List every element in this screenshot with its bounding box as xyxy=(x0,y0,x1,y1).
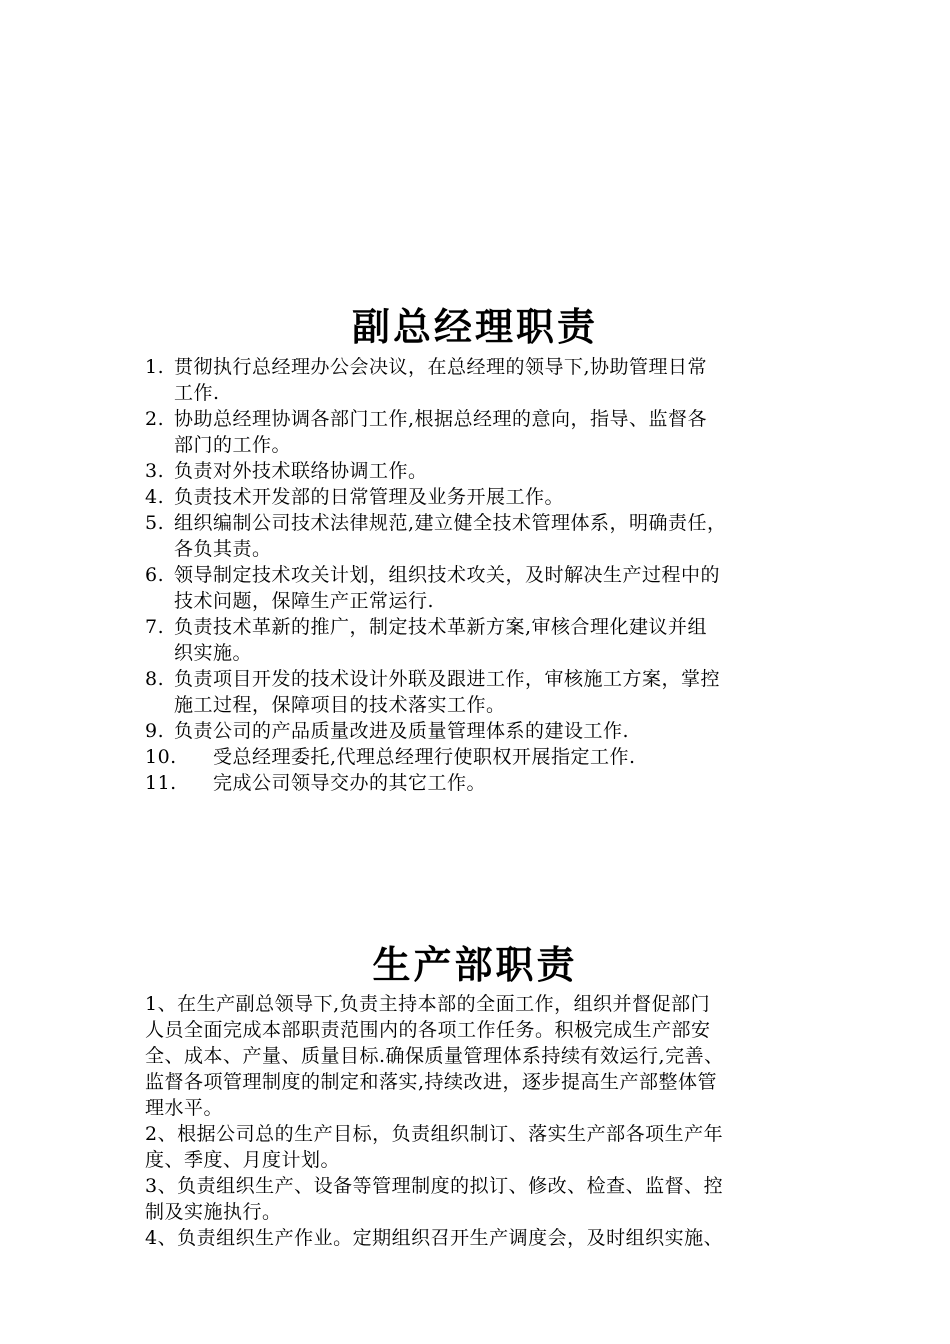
item-number: 10. xyxy=(145,746,177,768)
paragraph-line: 度、季度、月度计划。 xyxy=(145,1149,341,1171)
list-item xyxy=(145,718,825,744)
section-title-deputy-gm: 副总经理职责 xyxy=(351,304,598,349)
item-text: 负责公司的产品质量改进及质量管理体系的建设工作. xyxy=(174,720,630,742)
item-text: 负责技术开发部的日常管理及业务开展工作。 xyxy=(174,486,565,508)
list-item xyxy=(145,614,825,666)
item-number: 8. xyxy=(145,668,165,690)
item-number: 1. xyxy=(145,356,165,378)
item-number: 6. xyxy=(145,564,165,586)
item-text: 负责对外技术联络协调工作。 xyxy=(174,460,428,482)
paragraph-line: 4、负责组织生产作业。定期组织召开生产调度会，及时组织实施、 xyxy=(145,1227,724,1249)
list-item xyxy=(145,484,825,510)
item-text: 完成公司领导交办的其它工作。 xyxy=(213,772,487,794)
paragraph-line: 3、负责组织生产、设备等管理制度的拟订、修改、检查、监督、控 xyxy=(145,1175,724,1197)
list-item xyxy=(145,354,825,406)
item-number: 11. xyxy=(145,772,177,794)
paragraph-line: 制及实施执行。 xyxy=(145,1201,282,1223)
item-text-continuation: 各负其责。 xyxy=(174,538,272,560)
item-text: 受总经理委托,代理总经理行使职权开展指定工作. xyxy=(213,746,636,768)
item-text: 负责技术革新的推广，制定技术革新方案,审核合理化建议并组 xyxy=(174,616,708,638)
item-text-continuation: 施工过程，保障项目的技术落实工作。 xyxy=(174,694,506,716)
item-text-continuation: 织实施。 xyxy=(174,642,253,664)
deputy-gm-duties-list xyxy=(145,354,825,796)
list-item xyxy=(145,562,825,614)
paragraph-line: 人员全面完成本部职责范围内的各项工作任务。积极完成生产部安 xyxy=(145,1019,711,1041)
section-title-production-dept: 生产部职责 xyxy=(372,942,578,987)
item-text-continuation: 工作. xyxy=(174,382,220,404)
item-text-continuation: 部门的工作。 xyxy=(174,434,292,456)
list-item xyxy=(145,666,825,718)
paragraph-line: 理水平。 xyxy=(145,1097,224,1119)
item-number: 4. xyxy=(145,486,165,508)
production-dept-duties xyxy=(145,991,825,1251)
item-text-continuation: 技术问题，保障生产正常运行. xyxy=(174,590,435,612)
list-item xyxy=(145,510,825,562)
list-item xyxy=(145,770,825,796)
item-text: 负责项目开发的技术设计外联及跟进工作，审核施工方案，掌控 xyxy=(174,668,721,690)
list-item xyxy=(145,458,825,484)
paragraph-line: 全、成本、产量、质量目标.确保质量管理体系持续有效运行,完善、 xyxy=(145,1045,724,1067)
paragraph-line: 监督各项管理制度的制定和落实,持续改进，逐步提高生产部整体管 xyxy=(145,1071,718,1093)
list-item xyxy=(145,744,825,770)
item-text: 贯彻执行总经理办公会决议，在总经理的领导下,协助管理日常 xyxy=(174,356,708,378)
item-number: 2. xyxy=(145,408,165,430)
item-number: 5. xyxy=(145,512,165,534)
item-text: 组织编制公司技术法律规范,建立健全技术管理体系，明确责任， xyxy=(174,512,727,534)
item-number: 3. xyxy=(145,460,165,482)
list-item xyxy=(145,406,825,458)
item-number: 9. xyxy=(145,720,165,742)
paragraph-line: 2、根据公司总的生产目标，负责组织制订、落实生产部各项生产年 xyxy=(145,1123,724,1145)
item-number: 7. xyxy=(145,616,165,638)
paragraph-line: 1、在生产副总领导下,负责主持本部的全面工作，组织并督促部门 xyxy=(145,993,711,1015)
item-text: 领导制定技术攻关计划，组织技术攻关，及时解决生产过程中的 xyxy=(174,564,721,586)
item-text: 协助总经理协调各部门工作,根据总经理的意向，指导、监督各 xyxy=(174,408,708,430)
